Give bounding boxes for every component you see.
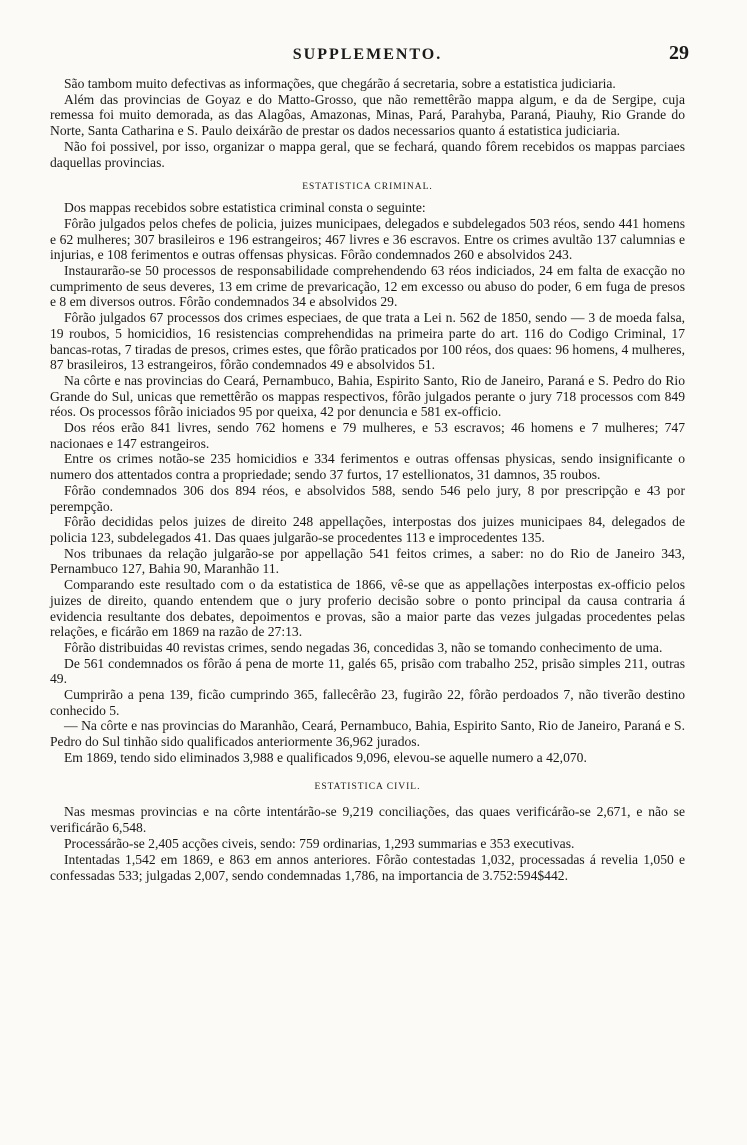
criminal-paragraph: Nos tribunaes da relação julgarão-se por appellação 541 feitos crimes, a saber: no do Rio de Janeiro 343, Pernambuco 127, Bahia 90, Maranhão 11. bbox=[50, 545, 685, 577]
page-header bbox=[50, 42, 689, 72]
criminal-paragraph: Fôrão condemnados 306 dos 894 réos, e absolvidos 588, sendo 546 pelo jury, 8 por prescripção e 43 por perempção. bbox=[50, 482, 685, 514]
criminal-paragraph: — Na côrte e nas provincias do Maranhão, Ceará, Pernambuco, Bahia, Espirito Santo, Rio de Janeiro, Paraná e S. Pedro do Sul tinhão sido qualificados anteriormente 36,962 jurados. bbox=[50, 718, 685, 750]
criminal-statistics-heading: ESTATISTICA CRIMINAL. bbox=[302, 182, 433, 193]
page-number: 29 bbox=[669, 42, 689, 64]
civil-statistics-heading: ESTATISTICA CIVIL. bbox=[314, 781, 421, 792]
criminal-paragraph: Entre os crimes notão-se 235 homicidios e 334 ferimentos e outras offensas physicas, sendo insignificante o numero dos attentados contra a propriedade; sendo 37 furtos, 17 estellionatos, 31 damnos, 35 roubos. bbox=[50, 451, 685, 483]
intro-section bbox=[50, 76, 685, 170]
criminal-paragraph: Na côrte e nas provincias do Ceará, Pernambuco, Bahia, Espirito Santo, Rio de Janeiro, Paraná e S. Pedro do Rio Grande do Sul, unicas que remettêrão os mappas respectivos, fôrão julgados perante o jury 718 processos com 849 réos. Os processos fôrão iniciados 95 por queixa, 42 por denuncia e 581 ex-officio. bbox=[50, 372, 685, 420]
intro-paragraph: São tambom muito defectivas as informações, que chegárão á secretaria, sobre a estatistica judiciaria. bbox=[64, 76, 616, 91]
criminal-statistics-section bbox=[50, 200, 685, 765]
criminal-paragraph: Fôrão distribuidas 40 revistas crimes, sendo negadas 36, concedidas 3, não se tomando conhecimento de uma. bbox=[64, 639, 663, 655]
criminal-paragraph: Dos mappas recebidos sobre estatistica criminal consta o seguinte: bbox=[64, 200, 426, 216]
criminal-paragraph: Fôrão julgados 67 processos dos crimes especiaes, de que trata a Lei n. 562 de 1850, sendo — 3 de moeda falsa, 19 roubos, 5 homicidios, 16 resistencias comprehendidas na primeira parte do art. 116 do Codigo Criminal, 17 bancas-rotas, 7 tiradas de presos, crimes estes, que fôrão praticados por 100 réos, dos quaes: 96 homens, 4 mulheres, 87 brasileiros, 13 estrangeiros, fôrão condemnados 49 e absolvidos 51. bbox=[50, 310, 685, 373]
criminal-paragraph: Fôrão decididas pelos juizes de direito 248 appellações, interpostas dos juizes municipaes 84, delegados de policia 123, subdelegados 41. Das quaes julgarão-se procedentes 113 e improcedentes 135. bbox=[50, 514, 685, 545]
civil-paragraph: Intentadas 1,542 em 1869, e 863 em annos anteriores. Fôrão contestadas 1,032, processadas á revelia 1,050 e confessadas 533; julgadas 2,007, sendo condemnadas 1,786, na importancia de 3.752:594$442. bbox=[50, 852, 685, 884]
criminal-paragraph: Dos réos erão 841 livres, sendo 762 homens e 79 mulheres, e 53 escravos; 46 homens e 7 mulheres; 747 nacionaes e 147 estrangeiros. bbox=[50, 420, 685, 451]
criminal-paragraph: Cumprirão a pena 139, ficão cumprindo 365, fallecêrão 23, fugirão 22, fôrão perdoados 7, não tiverão destino conhecido 5. bbox=[50, 687, 685, 718]
criminal-paragraph: De 561 condemnados os fôrão á pena de morte 11, galés 65, prisão com trabalho 252, prisão simples 211, outras 49. bbox=[50, 655, 685, 687]
intro-paragraph: Além das provincias de Goyaz e do Matto-Grosso, que não remettêrão mappa algum, e da de Sergipe, cuja remessa foi muito demorada, as das Alagôas, Amazonas, Minas, Pará, Parahyba, Paraná, Piauhy, Rio Grande do Norte, Santa Catharina e S. Paulo deixárão de prestar os dados necessarios quanto á estatistica judiciaria. bbox=[50, 91, 685, 139]
criminal-paragraph: Fôrão julgados pelos chefes de policia, juizes municipaes, delegados e subdelegados 503 réos, sendo 441 homens e 62 mulheres; 307 brasileiros e 196 estrangeiros; 467 livres e 36 escravos. Entre os crimes avultão 137 calumnias e injurias, e 108 ferimentos e outras offensas physicas. Fôrão condemnados 260 e absolvidos 243. bbox=[50, 215, 685, 263]
civil-statistics-section bbox=[50, 804, 685, 885]
civil-paragraph: Nas mesmas provincias e na côrte intentárão-se 9,219 conciliações, das quaes verificárão-se 2,671, e não se verificárão 6,548. bbox=[50, 803, 685, 835]
criminal-paragraph: Em 1869, tendo sido eliminados 3,988 e qualificados 9,096, elevou-se aquelle numero a 42,070. bbox=[64, 749, 587, 765]
civil-paragraph: Processárão-se 2,405 acções civeis, sendo: 759 ordinarias, 1,293 summarias e 353 executivas. bbox=[64, 835, 575, 851]
running-title: SUPPLEMENTO. bbox=[292, 46, 443, 63]
intro-paragraph: Não foi possivel, por isso, organizar o mappa geral, que se fechará, quando fôrem recebidos os mappas parciaes daquellas provincias. bbox=[50, 138, 685, 170]
criminal-paragraph: Instaurarão-se 50 processos de responsabilidade comprehendendo 63 réos indiciados, 24 em falta de exacção no cumprimento de seus deveres, 13 em crime de prevaricação, 12 em excesso ou abuso do poder, 6 em fuga de presos e 8 em diversos outros. Fôrão condemnados 34 e absolvidos 29. bbox=[50, 263, 685, 310]
criminal-paragraph: Comparando este resultado com o da estatistica de 1866, vê-se que as appellações interpostas ex-officio pelos juizes de direito, quando entendem que o jury proferio decisão sobre o ponto principal da causa contraria á evidencia resultante dos debates, depoimentos e provas, são a maior parte das vezes julgadas procedentes pelas relações, e ficárão em 1869 na razão de 27:13. bbox=[50, 577, 685, 640]
